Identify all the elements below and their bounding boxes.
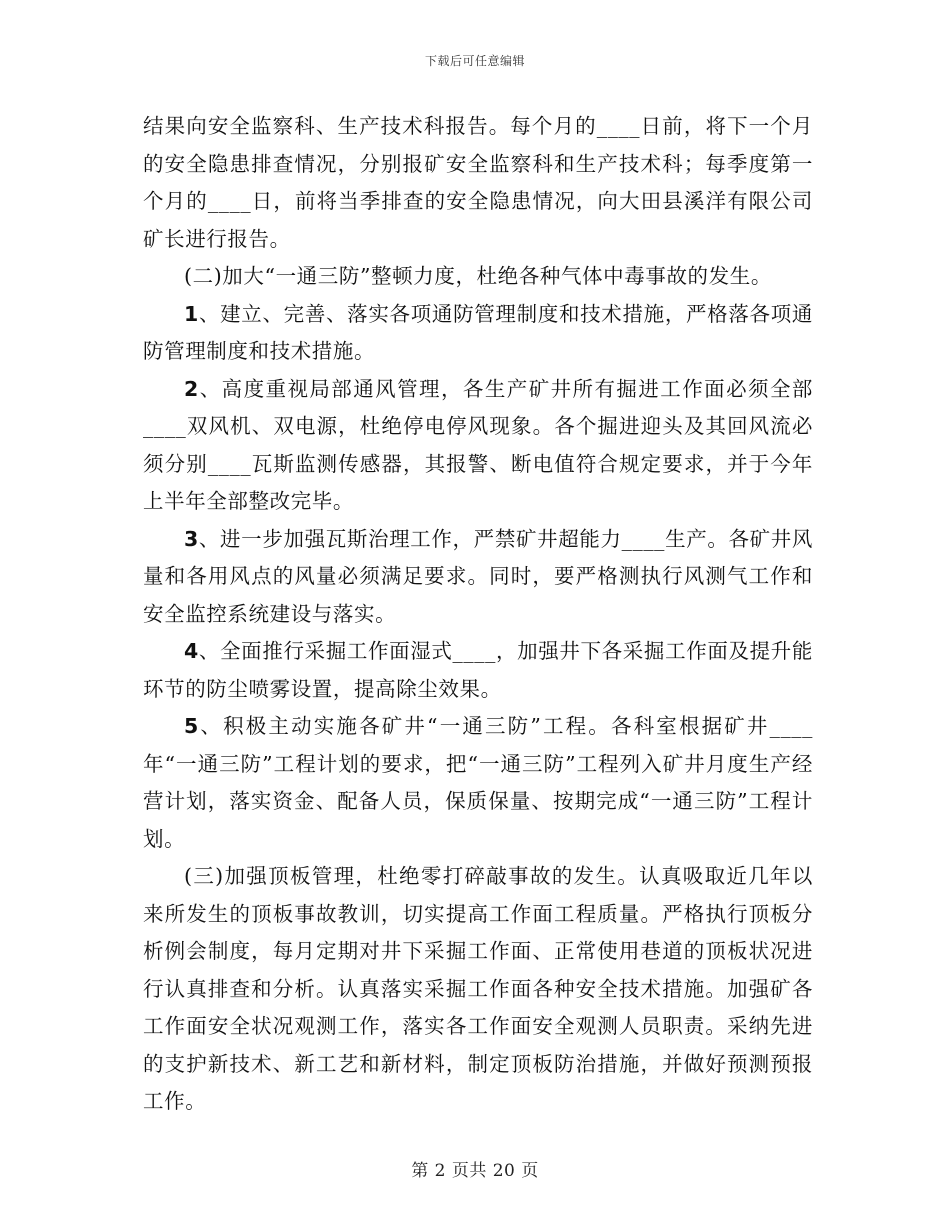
paragraph-text: 、进一步加强瓦斯治理工作，严禁矿井超能力____生产。各矿井风量和各用风点的风量必须满足要求。同时，要严格测执行风测气工作和安全监控系统建设与落实。	[143, 526, 813, 626]
list-item-1	[143, 296, 813, 371]
list-item-4	[143, 633, 813, 708]
item-number: 2	[184, 376, 199, 401]
list-item-3	[143, 521, 813, 634]
paragraph-text: (二)加大“一通三防”整顿力度，杜绝各种气体中毒事故的发生。	[184, 264, 772, 288]
section-heading-two	[143, 258, 813, 296]
item-number: 1	[184, 301, 199, 326]
item-number: 5	[184, 714, 199, 738]
page-header-note: 下载后可任意编辑	[424, 54, 525, 68]
paragraph-text: 、高度重视局部通风管理，各生产矿井所有掘进工作面必须全部____双风机、双电源，杜绝停电停风现象。各个掘进迎头及其回风流必须分别____瓦斯监测传感器，其报警、断电值符合规定要求，并于今年上半年全部整改完毕。	[143, 376, 813, 513]
list-item-2	[143, 371, 813, 521]
paragraph-text: 、全面推行采掘工作面湿式____，加强井下各采掘工作面及提升能环节的防尘喷雾设置，提高除尘效果。	[143, 639, 813, 701]
document-body	[143, 108, 813, 1121]
item-number: 3	[184, 526, 199, 551]
paragraph-continuation	[143, 108, 813, 258]
paragraph-text: (三)加强顶板管理，杜绝零打碎敲事故的发生。认真吸取近几年以来所发生的顶板事故教训，切实提高工作面工程质量。严格执行顶板分析例会制度，每月定期对井下采掘工作面、正常使用巷道的顶板状况进行认真排查和分析。认真落实采掘工作面各种安全技术措施。加强矿各工作面安全状况观测工作，落实各工作面安全观测人员职责。采纳先进的支护新技术、新工艺和新材料，制定顶板防治措施，并做好预测预报工作。	[143, 864, 813, 1113]
page-number-footer: 第 2 页共 20 页	[411, 1161, 539, 1181]
list-item-5	[143, 708, 813, 858]
section-heading-three	[143, 858, 813, 1121]
item-number: 4	[184, 639, 199, 663]
paragraph-text: 结果向安全监察科、生产技术科报告。每个月的____日前，将下一个月的安全隐患排查情况，分别报矿安全监察科和生产技术科；每季度第一个月的____日，前将当季排查的安全隐患情况，向大田县溪洋有限公司矿长进行报告。	[143, 114, 813, 251]
paragraph-text: 、建立、完善、落实各项通防管理制度和技术措施，严格落各项通防管理制度和技术措施。	[143, 301, 813, 363]
paragraph-text: 、积极主动实施各矿井“一通三防”工程。各科室根据矿井____年“一通三防”工程计划的要求，把“一通三防”工程列入矿井月度生产经营计划，落实资金、配备人员，保质保量、按期完成“一通三防”工程计划。	[143, 714, 813, 851]
